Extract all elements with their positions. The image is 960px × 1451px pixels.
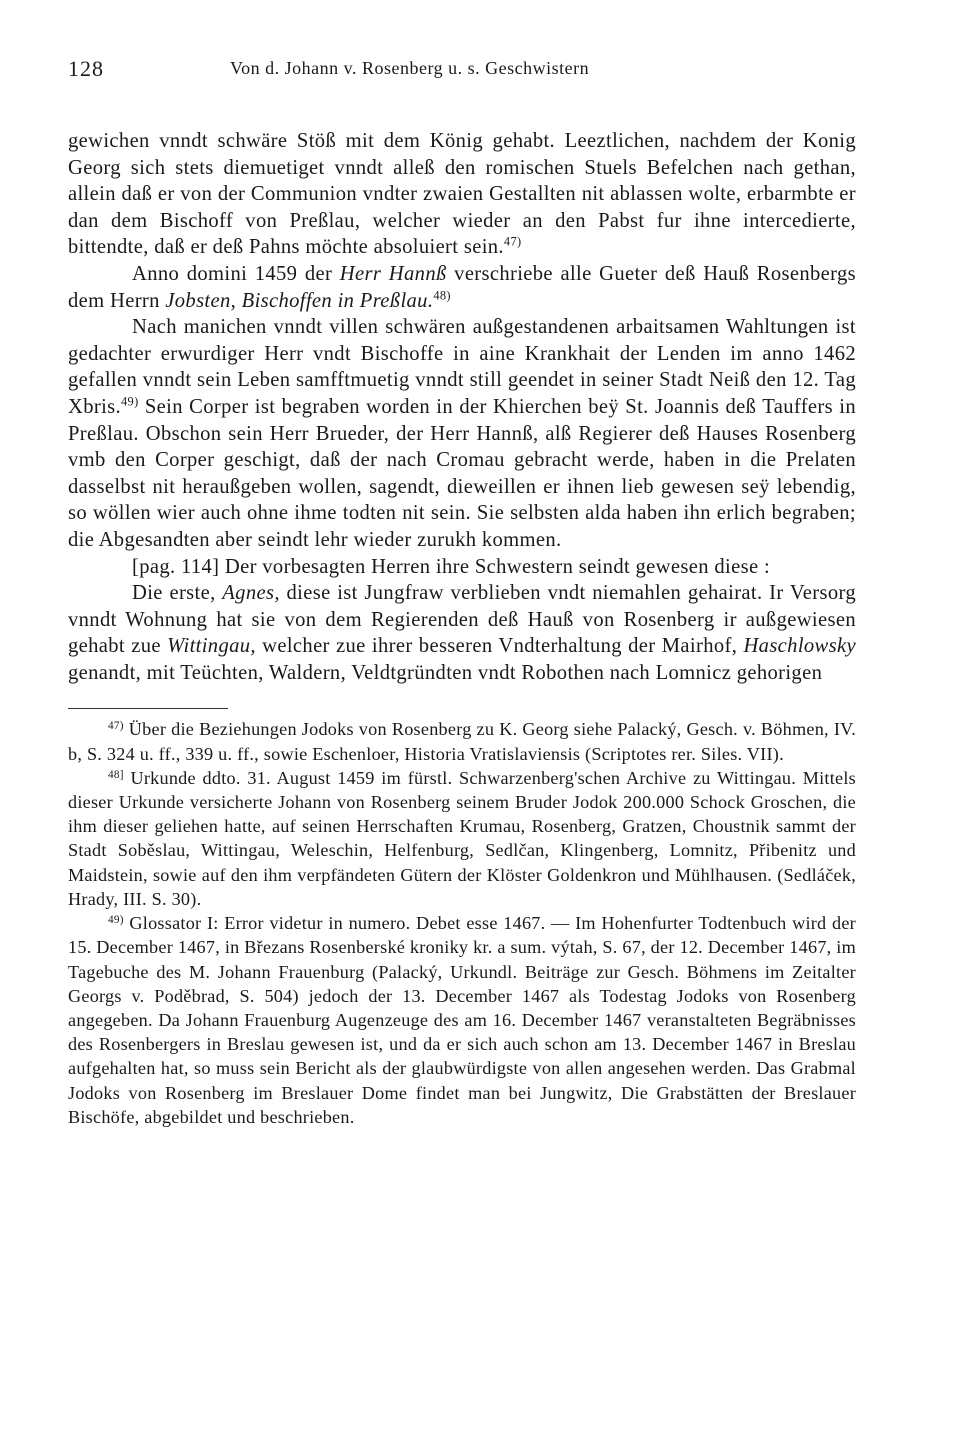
paragraph-2-herr-hannss: Herr Hannß: [339, 262, 447, 285]
footnote-48: [68, 766, 856, 911]
footnote-divider: [68, 708, 228, 709]
paragraph-1-text: gewichen vnndt schwäre Stöß mit dem König gehabt. Leeztlichen, nachdem der Konig Georg sich stets diemuetiget vnndt alleß den romischen Stuels Befelchen nach gethan, allein daß er von der Communion vndter zwaien Gestallten nit ablassen wolte, erbarmbte er dan dem Bischoff von Preßlau, welcher wieder an den Pabst fur ihne intercedierte, bittendte, daß er deß Pahns möchte absoluiert sein.: [68, 130, 856, 259]
footnote-48-text: Urkunde ddto. 31. August 1459 im fürstl. Schwarzenberg'schen Archive zu Wittingau. Mittels dieser Urkunde versicherte Johann von Rosenberg seinem Bruder Jodok 200.000 Schock Groschen, die ihm dieser geliehen hatte, auf seinen Herrschaften Krumau, Rosenberg, Gratzen, Choustnik sammt der Stadt Soběslau, Wittingau, Weleschin, Helfenburg, Sedlčan, Klingenberg, Lomnitz, Přibenitz und Maidstein, sowie auf den ihm verpfändeten Gütern der Klöster Goldenkron und Mühlhausen. (Sedláček, Hrady, III. S. 30).: [68, 767, 856, 909]
book-page: [68, 56, 856, 1129]
paragraph-5: [68, 580, 856, 686]
footnote-47: [68, 717, 856, 765]
paragraph-5-text-b: diese ist Jungfraw verblieben vndt niemahlen gehairat. Ir Versorg vnndt Wohnung hat sie von dem Regierenden deß Hauß von Rosenberg ir außgewiesen gehabt zue: [68, 582, 856, 658]
paragraph-2: [68, 261, 856, 314]
footnote-ref-47[interactable]: 47): [503, 234, 522, 249]
paragraph-4: [68, 554, 856, 581]
paragraph-1: [68, 128, 856, 261]
footnote-47-text: Über die Beziehungen Jodoks von Rosenberg zu K. Georg siehe Palacký, Gesch. v. Böhmen, IV. b, S. 324 u. ff., 339 u. ff., sowie Eschenloer, Historia Vratislaviensis (Scriptotes rer. Siles. VII).: [68, 719, 856, 764]
paragraph-3-text-a: Nach manichen vnndt villen schwären außgestandenen arbaitsamen Wahltungen ist gedachter erwurdiger Herr vndt Bischoffe in aine Krankhait der Lenden im anno 1462 gefallen vnndt sein Leben samfftmuetig vnndt still geendet in seiner Stadt Neiß den 12. Tag Xbris.: [68, 316, 856, 418]
paragraph-3: [68, 314, 856, 553]
paragraph-3-text-b: Sein Corper ist begraben worden in der Khierchen beÿ St. Joannis deß Tauffers in Preßlau. Obschon sein Herr Brueder, der Herr Hannß, alß Regierer deß Hauses Rosenberg vmb den Corper geschigt, daß der nach Cromau gebracht werde, haben in die Prelaten dasselbst nit heraußgeben wollen, sagendt, dieweillen er ihnen lieb gewesen seÿ lebendig, so wöllen wier auch ohne ihme todten nit sein. Sie selbsten alda haben ihn erlich begraben; die Abgesandten aber seindt lehr wieder zurukh kommen.: [68, 395, 856, 551]
paragraph-5-text-c: welcher zue ihrer besseren Vndterhaltung der Mairhof,: [255, 635, 744, 658]
paragraph-5-text-d: genandt, mit Teüchten, Waldern, Veldtgründten vndt Robothen nach Lomnicz gehorigen: [68, 661, 823, 684]
paragraph-2-text-a: Anno domini 1459 der: [132, 262, 340, 285]
running-head: Von d. Johann v. Rosenberg u. s. Geschwistern: [230, 58, 590, 78]
paragraph-2-text-b: verschriebe alle Gueter deß Hauß Rosenbergs dem Herrn: [68, 262, 856, 312]
paragraph-5-text-a: Die erste,: [132, 582, 223, 605]
paragraph-5-agnes: Agnes,: [222, 582, 280, 605]
paragraph-4-text: [pag. 114] Der vorbesagten Herren ihre Schwestern seindt gewesen diese :: [132, 555, 771, 578]
paragraph-5-haschlowsky: Haschlowsky: [743, 635, 856, 658]
footnotes: [68, 717, 856, 1128]
footnote-48-mark: 48]: [108, 768, 124, 781]
footnote-49-text: Glossator I: Error videtur in numero. Debet esse 1467. — Im Hohenfurter Todtenbuch wird der 15. December 1467, in Březans Rosenberské kroniky kr. a sum. výtah, S. 67, der 12. December 1467, im Tagebuche des M. Johann Frauenburg (Palacký, Urkundl. Beiträge zur Gesch. Böhmens im Zeitalter Georgs v. Poděbrad, S. 504) jedoch der 13. December 1467 als Todestag Jodoks von Rosenberg angegeben. Da Johann Frauenburg Augenzeuge des am 16. December 1467 veranstalteten Begräbnisses des Rosenbergers in Breslau gewesen ist, und da er sich auch schon am 13. December 1467 in Breslau aufgehalten hat, so muss sein Bericht als der glaubwürdigste von allen angesehen werden. Das Grabmal Jodoks von Rosenberg im Breslauer Dome findet man bei Jungwitz, Die Grabstätten der Breslauer Bischöfe, abgebildet und beschrieben.: [68, 913, 856, 1127]
paragraph-5-wittingau: Wittingau,: [167, 635, 256, 658]
footnote-49: [68, 911, 856, 1129]
footnote-ref-49[interactable]: 49): [121, 394, 139, 409]
main-text: [68, 128, 856, 686]
page-number: 128: [68, 56, 104, 81]
footnote-47-mark: 47): [108, 720, 124, 733]
page-header: [68, 56, 856, 90]
footnote-49-mark: 49): [108, 913, 124, 926]
footnote-ref-48[interactable]: 48): [433, 288, 451, 303]
paragraph-2-jobsten: Jobsten, Bischoffen in Preßlau.: [165, 289, 434, 312]
